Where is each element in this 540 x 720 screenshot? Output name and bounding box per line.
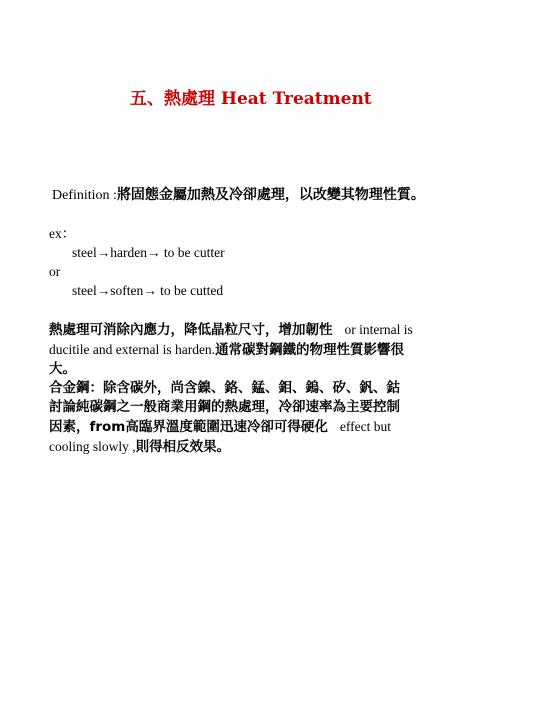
ex-label: ex： — [49, 226, 76, 241]
paragraph-line-7 — [49, 437, 519, 457]
body-paragraph — [49, 320, 519, 457]
text-segment: cooling slowly , — [49, 439, 136, 454]
paragraph-line-3 — [49, 360, 519, 379]
paragraph-line-1 — [49, 320, 519, 340]
text-segment: 大。 — [49, 361, 76, 377]
text-segment: 合金鋼：除含碳外，尚含鎳、鉻、錳、鉬、鎢、矽、釩、鈷 — [49, 380, 400, 396]
paragraph-line-5 — [49, 398, 519, 417]
text-segment: 則得相反效果。 — [135, 439, 231, 455]
page-title: 五、熱處理 Heat Treatment — [130, 89, 372, 109]
paragraph-line-6 — [49, 417, 519, 437]
example-line-harden: steel→harden→ to be cutter — [72, 245, 225, 260]
text-segment: 討論純碳鋼之一般商業用鋼的熱處理，冷卻速率為主要控制 — [49, 399, 400, 415]
text-segment: effect but — [339, 419, 391, 434]
text-segment: or internal is — [344, 322, 413, 337]
definition-body: 將固態金屬加熱及冷卻處理，以改變其物理性質。 — [116, 187, 425, 203]
paragraph-line-2 — [49, 340, 519, 360]
examples-block — [49, 224, 225, 300]
text-segment: 通常碳對鋼鐵的物理性質影響很 — [215, 342, 405, 358]
text-segment: 熱處理可消除內應力，降低晶粒尺寸，增加韌性 — [49, 322, 333, 338]
definition-line — [52, 184, 425, 204]
example-line-soften: steel→soften→ to be cutted — [72, 283, 224, 298]
text-segment: ducitile and external is harden. — [49, 342, 216, 357]
text-segment: 因素，from高臨界溫度範圍迅速冷卻可得硬化 — [49, 419, 328, 435]
or-label: or — [49, 264, 61, 279]
paragraph-line-4 — [49, 379, 519, 398]
definition-term: Definition : — [52, 188, 117, 203]
